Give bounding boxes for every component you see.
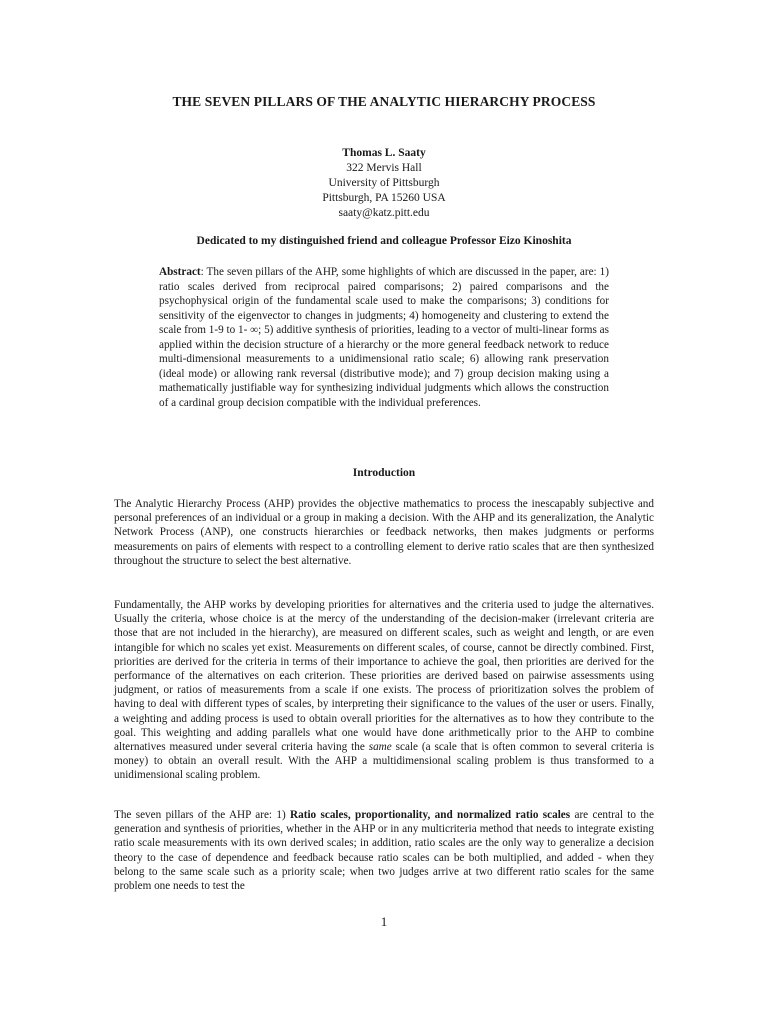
- paragraph-3-bold-term: Ratio scales, proportionality, and normalized ratio scales: [290, 809, 571, 821]
- page-number: 1: [380, 914, 388, 929]
- author-block: [0, 146, 768, 221]
- author-address-line-1: 322 Mervis Hall: [346, 162, 422, 174]
- paragraph-1: The Analytic Hierarchy Process (AHP) provides the objective mathematics to process the inescapably subjective and personal preferences of an individual or a group in making a decision. With the AHP and its generalization, the Analytic Network Process (ANP), one constructs hierarchies or feedback networks, then makes judgments or performs measurements on pairs of elements with respect to a controlling element to derive ratio scales that are then synthesized throughout the structure to select the best alternative.: [114, 498, 654, 567]
- paragraph-2-text-a: Fundamentally, the AHP works by developing priorities for alternatives and the criteria used to judge the alternatives. Usually the criteria, whose choice is at the mercy of the understanding of the decision-maker (irrelevant criteria are those that are not included in the hierarchy), are measured on different scales, such as weight and length, or are even intangible for which no scales yet exist. Measurements on different scales, of course, cannot be directly combined. First, priorities are derived for the criteria in terms of their importance to achieve the goal, then priorities are derived for the performance of the alternatives on each criterion. These priorities are derived based on pairwise assessments using judgment, or ratios of measurements from a scale if one exists. The process of prioritization solves the problem of having to deal with different types of scales, by interpreting their significance to the values of the user or users. Finally, a weighting and adding process is used to obtain overall priorities for the alternatives as to how they contribute to the goal. This weighting and adding parallels what one would have done arithmetically prior to the AHP to combine alternatives measured under several criteria having the: [114, 599, 654, 754]
- paragraph-3: [114, 808, 654, 894]
- abstract: [159, 265, 609, 410]
- paper-title: THE SEVEN PILLARS OF THE ANALYTIC HIERARCHY PROCESS: [172, 94, 596, 109]
- abstract-text: : The seven pillars of the AHP, some highlights of which are discussed in the paper, are: 1) ratio scales derived from reciprocal paired comparisons; 2) paired comparisons and the psychophysical origin of the fundamental scale used to make the comparisons; 3) conditions for sensitivity of the eigenvector to changes in judgments; 4) homogeneity and clustering to extend the scale from 1-9 to 1- ∞; 5) additive synthesis of priorities, leading to a vector of multi-linear forms as applied within the decision structure of a hierarchy or the more general feedback network to reduce multi-dimensional measurements to a unidimensional ratio scale; 6) allowing rank preservation (ideal mode) or allowing rank reversal (distributive mode); and 7) group decision making using a mathematically justifiable way for synthesizing individual judgments which allows the construction of a cardinal group decision compatible with the individual preferences.: [159, 266, 609, 409]
- paragraph-2-emphasis: same: [368, 741, 392, 754]
- dedication: Dedicated to my distinguished friend and colleague Professor Eizo Kinoshita: [196, 235, 572, 247]
- section-heading-introduction: Introduction: [352, 467, 416, 479]
- author-address-line-2: University of Pittsburgh: [328, 177, 440, 189]
- author-address-line-3: Pittsburgh, PA 15260 USA: [322, 192, 446, 204]
- paragraph-2: [114, 598, 654, 783]
- paragraph-3-text-a: The seven pillars of the AHP are: 1): [114, 809, 291, 821]
- paragraph-3-text-b: are central to the generation and synthesis of priorities, whether in the AHP or in any multicriteria method that needs to integrate existing ratio scale measurements with its own derived scales; in addition, ratio scales are the only way to generalize a decision theory to the case of dependence and feedback because ratio scales can be both multiplied, and added - when they belong to the same scale such as a priority scale; when two judges arrive at two different ratio scales for the same problem one needs to test the: [114, 809, 654, 893]
- abstract-label: Abstract: [159, 266, 201, 278]
- author-name: Thomas L. Saaty: [342, 147, 426, 159]
- author-email: saaty@katz.pitt.edu: [338, 207, 430, 219]
- paragraph-2-text-b: scale (a scale that is often common to several criteria is money) to obtain an overall result. With the AHP a multidimensional scaling problem is thus transformed to a unidimensional scaling problem.: [114, 741, 654, 782]
